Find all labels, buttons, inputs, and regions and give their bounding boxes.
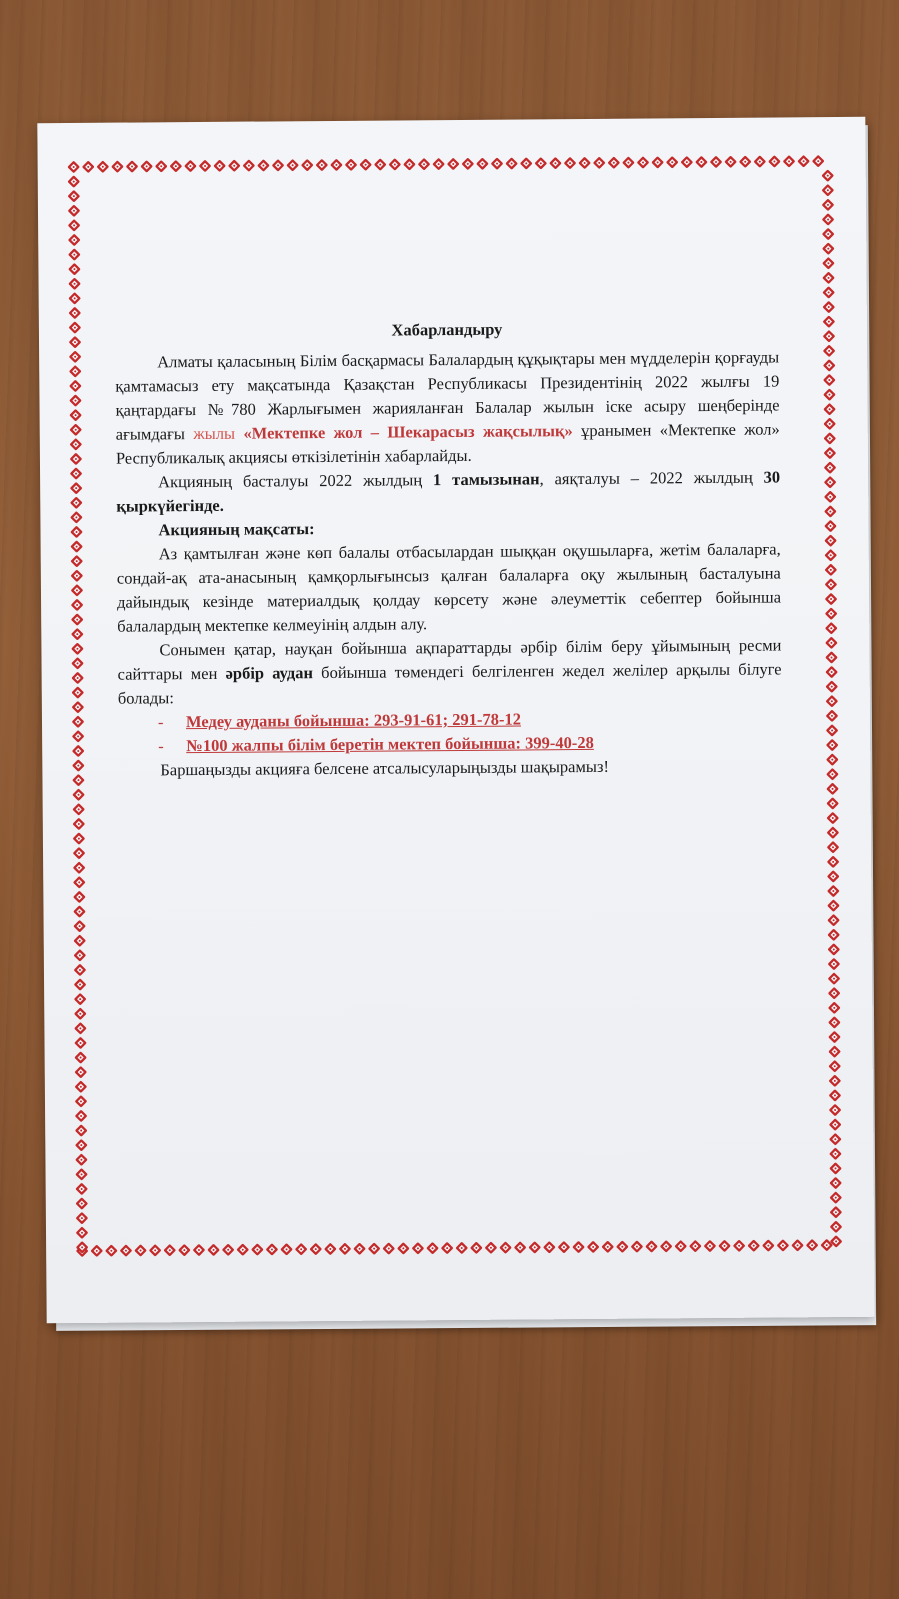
border-ornament xyxy=(829,1147,842,1160)
border-ornament xyxy=(768,155,781,168)
border-ornament xyxy=(564,157,577,170)
border-ornament xyxy=(199,160,212,173)
border-ornament xyxy=(74,978,87,991)
border-ornament xyxy=(822,301,835,314)
border-ornament xyxy=(572,1241,585,1254)
border-ornament xyxy=(821,169,834,182)
border-ornament xyxy=(534,157,547,170)
border-ornament xyxy=(75,1110,88,1123)
border-ornament xyxy=(825,651,838,664)
border-ornament xyxy=(70,453,83,466)
border-ornament xyxy=(272,159,285,172)
border-ornament xyxy=(353,1242,366,1255)
border-ornament xyxy=(762,1239,775,1252)
border-ornament xyxy=(821,184,834,197)
border-ornament xyxy=(514,1241,527,1254)
border-ornament xyxy=(71,657,84,670)
hotline-school-100: №100 жалпы білім беретін мектеп бойынша: 399-40-28 xyxy=(186,732,594,756)
border-ornament xyxy=(71,613,84,626)
border-ornament xyxy=(826,826,839,839)
info-text-2: бойынша төмендегі белгіленген жедел желілер арқылы білуге болады: xyxy=(117,659,782,708)
border-ornament xyxy=(447,158,460,171)
border-ornament xyxy=(505,157,518,170)
border-ornament xyxy=(826,812,839,825)
border-ornament xyxy=(70,569,83,582)
border-ornament xyxy=(76,1226,89,1239)
hotline-dash: - xyxy=(157,712,164,732)
border-ornament xyxy=(418,158,431,171)
border-ornament xyxy=(823,388,836,401)
border-ornament xyxy=(213,159,226,172)
border-ornament xyxy=(178,1244,191,1257)
border-ornament xyxy=(73,920,86,933)
start-date: 1 тамызынан xyxy=(432,469,540,490)
border-ornament xyxy=(388,158,401,171)
border-ornament xyxy=(73,847,86,860)
border-ornament xyxy=(345,158,358,171)
border-ornament xyxy=(74,993,87,1006)
border-ornament xyxy=(674,1240,687,1253)
intro-text-1: Алматы қаласының Білім басқармасы Балалардың құқықтары мен мүдделерін қорғауды қамтамасыз ету мақсатында Қазақстан Республикасы Президентінің 2022 жылғы 19 қаңтардағы №780 Жарлығымен жарияланған Балалар жылын іске асыру шеңберінде ағымдағы xyxy=(115,347,780,444)
border-ornament xyxy=(257,159,270,172)
border-ornament xyxy=(207,1244,220,1257)
border-ornament xyxy=(455,1242,468,1255)
border-ornament xyxy=(72,730,85,743)
border-ornament xyxy=(823,403,836,416)
border-ornament xyxy=(827,899,840,912)
border-ornament xyxy=(829,1177,842,1190)
border-ornament xyxy=(829,1118,842,1131)
border-ornament xyxy=(69,350,82,363)
border-ornament xyxy=(441,1242,454,1255)
border-ornament xyxy=(825,666,838,679)
border-ornament xyxy=(747,1239,760,1252)
border-ornament xyxy=(75,1153,88,1166)
border-ornament xyxy=(71,701,84,714)
border-ornament xyxy=(824,505,837,518)
border-ornament xyxy=(689,1240,702,1253)
border-ornament xyxy=(578,157,591,170)
border-ornament xyxy=(828,1060,841,1073)
border-ornament xyxy=(72,745,85,758)
border-ornament xyxy=(822,228,835,241)
border-ornament xyxy=(829,1133,842,1146)
border-ornament xyxy=(105,1244,118,1257)
border-ornament xyxy=(75,1183,88,1196)
border-ornament xyxy=(797,155,810,168)
border-ornament xyxy=(827,928,840,941)
border-ornament xyxy=(823,417,836,430)
border-ornament xyxy=(90,1244,103,1257)
border-ornament xyxy=(724,155,737,168)
border-ornament xyxy=(829,1089,842,1102)
border-ornament xyxy=(824,490,837,503)
border-ornament xyxy=(824,549,837,562)
border-ornament xyxy=(236,1243,249,1256)
border-ornament xyxy=(660,1240,673,1253)
border-ornament xyxy=(829,1206,842,1219)
border-ornament xyxy=(73,934,86,947)
border-ornament xyxy=(163,1244,176,1257)
border-ornament xyxy=(827,870,840,883)
intro-text-2: ұранымен «Мектепке жол» Республикалық акциясы өткізілетінін хабарлайды. xyxy=(115,419,780,468)
border-ornament xyxy=(806,1239,819,1252)
border-ornament xyxy=(69,438,82,451)
border-ornament xyxy=(75,1124,88,1137)
border-ornament xyxy=(339,1242,352,1255)
border-ornament xyxy=(822,257,835,270)
border-ornament xyxy=(126,160,139,173)
border-ornament xyxy=(823,359,836,372)
border-ornament xyxy=(616,1240,629,1253)
border-ornament xyxy=(149,1244,162,1257)
campaign-slogan: «Мектепке жол – Шекарасыз жақсылық» xyxy=(243,421,573,443)
border-ornament xyxy=(824,534,837,547)
border-ornament xyxy=(829,1191,842,1204)
border-ornament xyxy=(169,160,182,173)
border-ornament xyxy=(70,540,83,553)
border-ornament xyxy=(828,1031,841,1044)
border-ornament xyxy=(825,607,838,620)
border-ornament xyxy=(828,1074,841,1087)
border-ornament xyxy=(140,160,153,173)
border-ornament xyxy=(826,753,839,766)
border-ornament xyxy=(822,315,835,328)
border-ornament xyxy=(251,1243,264,1256)
border-ornament xyxy=(822,286,835,299)
border-ornament xyxy=(74,1051,87,1064)
border-ornament xyxy=(71,584,84,597)
border-ornament xyxy=(476,157,489,170)
border-ornament xyxy=(68,248,81,261)
border-ornament xyxy=(827,855,840,868)
border-ornament xyxy=(432,158,445,171)
border-ornament xyxy=(374,158,387,171)
border-ornament xyxy=(67,190,80,203)
border-ornament xyxy=(827,841,840,854)
border-ornament xyxy=(826,768,839,781)
border-ornament xyxy=(74,1037,87,1050)
border-ornament xyxy=(824,476,837,489)
info-paragraph xyxy=(117,633,782,710)
border-ornament xyxy=(70,467,83,480)
border-ornament xyxy=(73,905,86,918)
border-ornament xyxy=(470,1241,483,1254)
border-ornament xyxy=(68,263,81,276)
info-text-1: Сонымен қатар, науқан бойынша ақпараттарды әрбір білім беру ұйымының ресми сайттары мен xyxy=(117,635,782,684)
border-ornament xyxy=(96,160,109,173)
border-ornament xyxy=(825,622,838,635)
border-ornament xyxy=(825,578,838,591)
hotline-medeu: Медеу ауданы бойынша: 293-91-61; 291-78-12 xyxy=(185,709,521,732)
border-ornament xyxy=(695,156,708,169)
border-ornament xyxy=(155,160,168,173)
border-ornament xyxy=(73,861,86,874)
border-ornament xyxy=(75,1095,88,1108)
border-ornament xyxy=(68,219,81,232)
border-ornament xyxy=(593,156,606,169)
border-ornament xyxy=(704,1240,717,1253)
border-ornament xyxy=(826,797,839,810)
border-ornament xyxy=(426,1242,439,1255)
border-ornament xyxy=(601,1240,614,1253)
border-ornament xyxy=(520,157,533,170)
border-ornament xyxy=(75,1212,88,1225)
border-ornament xyxy=(71,628,84,641)
border-ornament xyxy=(830,1220,843,1233)
border-ornament xyxy=(622,156,635,169)
border-ornament xyxy=(228,159,241,172)
border-ornament xyxy=(74,964,87,977)
border-ornament xyxy=(791,1239,804,1252)
border-ornament xyxy=(75,1168,88,1181)
border-ornament xyxy=(74,1066,87,1079)
border-ornament xyxy=(412,1242,425,1255)
border-ornament xyxy=(607,156,620,169)
border-ornament xyxy=(74,1007,87,1020)
border-ornament xyxy=(824,461,837,474)
border-ornament xyxy=(309,1243,322,1256)
border-ornament xyxy=(824,520,837,533)
border-ornament xyxy=(651,156,664,169)
border-ornament xyxy=(826,739,839,752)
border-ornament xyxy=(68,307,81,320)
border-ornament xyxy=(75,1197,88,1210)
announcement-content xyxy=(115,315,783,782)
border-ornament xyxy=(73,949,86,962)
border-ornament xyxy=(812,155,825,168)
border-ornament xyxy=(825,680,838,693)
border-ornament xyxy=(70,496,83,509)
closing-paragraph: Баршаңызды акцияға белсене атсалысуларыңызды шақырамыз! xyxy=(160,756,610,780)
border-ornament xyxy=(266,1243,279,1256)
border-ornament xyxy=(70,555,83,568)
border-ornament xyxy=(826,709,839,722)
border-ornament xyxy=(74,1022,87,1035)
border-ornament xyxy=(72,715,85,728)
border-ornament xyxy=(184,160,197,173)
border-ornament xyxy=(324,1243,337,1256)
dates-text-1: Акцияның басталуы 2022 жылдың xyxy=(158,470,434,492)
border-ornament xyxy=(549,157,562,170)
border-ornament xyxy=(82,160,95,173)
border-ornament xyxy=(824,447,837,460)
border-ornament xyxy=(72,788,85,801)
border-ornament xyxy=(69,380,82,393)
border-ornament xyxy=(68,321,81,334)
border-ornament xyxy=(828,972,841,985)
border-ornament xyxy=(823,344,836,357)
border-ornament xyxy=(67,161,80,174)
border-ornament xyxy=(528,1241,541,1254)
border-ornament xyxy=(242,159,255,172)
border-ornament xyxy=(828,987,841,1000)
border-ornament xyxy=(69,409,82,422)
hotline-dash: - xyxy=(158,736,164,756)
border-ornament xyxy=(69,365,82,378)
border-ornament xyxy=(823,432,836,445)
page-title: Хабарландыру xyxy=(391,319,503,340)
border-ornament xyxy=(72,818,85,831)
border-ornament xyxy=(824,563,837,576)
end-date: 30 қыркүйегінде. xyxy=(116,467,781,516)
border-ornament xyxy=(491,157,504,170)
border-ornament xyxy=(822,213,835,226)
border-ornament xyxy=(134,1244,147,1257)
border-ornament xyxy=(587,1241,600,1254)
border-ornament xyxy=(403,158,416,171)
border-ornament xyxy=(67,175,80,188)
border-ornament xyxy=(68,292,81,305)
border-ornament xyxy=(359,158,372,171)
border-ornament xyxy=(295,1243,308,1256)
border-ornament xyxy=(280,1243,293,1256)
goal-paragraph: Аз қамтылған және көп балалы отбасылардан шыққан оқушыларға, жетім балаларға, сондай-ақ ата-анасының қамқорлығынсыз қалған балаларға оқу жылының басталуына дайындық кезінде материалдық қолдау көрсету және әлеуметтік себептер бойынша балалардың мектепке келмеуінің алдын алу. xyxy=(116,539,782,636)
border-ornament xyxy=(825,695,838,708)
intro-paragraph xyxy=(115,345,780,470)
border-ornament xyxy=(718,1239,731,1252)
border-ornament xyxy=(680,156,693,169)
border-ornament xyxy=(637,156,650,169)
border-ornament xyxy=(68,277,81,290)
border-ornament xyxy=(826,782,839,795)
border-ornament xyxy=(382,1242,395,1255)
border-ornament xyxy=(825,593,838,606)
border-ornament xyxy=(73,876,86,889)
border-ornament xyxy=(330,159,343,172)
border-ornament xyxy=(822,271,835,284)
border-ornament xyxy=(710,156,723,169)
border-ornament xyxy=(315,159,328,172)
border-ornament xyxy=(69,336,82,349)
border-ornament xyxy=(825,636,838,649)
border-ornament xyxy=(828,1016,841,1029)
border-ornament xyxy=(558,1241,571,1254)
border-ornament xyxy=(397,1242,410,1255)
announcement-sheet xyxy=(37,117,874,1323)
border-ornament xyxy=(193,1244,206,1257)
border-ornament xyxy=(71,686,84,699)
border-ornament xyxy=(543,1241,556,1254)
border-ornament xyxy=(827,943,840,956)
border-ornament xyxy=(111,160,124,173)
border-ornament xyxy=(777,1239,790,1252)
border-ornament xyxy=(829,1162,842,1175)
border-ornament xyxy=(71,599,84,612)
border-ornament xyxy=(71,672,84,685)
border-ornament xyxy=(753,155,766,168)
border-ornament xyxy=(68,234,81,247)
dates-text-2: , аяқталуы – 2022 жылдың xyxy=(539,467,764,489)
border-ornament xyxy=(828,1001,841,1014)
border-ornament xyxy=(70,511,83,524)
border-ornament xyxy=(826,724,839,737)
border-ornament xyxy=(222,1243,235,1256)
border-ornament xyxy=(828,958,841,971)
border-ornament xyxy=(71,642,84,655)
border-ornament xyxy=(75,1139,88,1152)
border-ornament xyxy=(69,394,82,407)
border-ornament xyxy=(301,159,314,172)
border-ornament xyxy=(68,204,81,217)
border-ornament xyxy=(829,1104,842,1117)
border-ornament xyxy=(73,891,86,904)
border-ornament xyxy=(499,1241,512,1254)
border-ornament xyxy=(823,330,836,343)
border-ornament xyxy=(739,155,752,168)
intro-highlight-plain: жылы xyxy=(193,423,244,444)
border-ornament xyxy=(733,1239,746,1252)
border-ornament xyxy=(72,774,85,787)
border-ornament xyxy=(74,1080,87,1093)
border-ornament xyxy=(286,159,299,172)
border-ornament xyxy=(822,242,835,255)
dates-paragraph xyxy=(116,465,780,518)
border-ornament xyxy=(645,1240,658,1253)
border-ornament xyxy=(70,482,83,495)
border-ornament xyxy=(485,1241,498,1254)
border-ornament xyxy=(666,156,679,169)
border-ornament xyxy=(828,1045,841,1058)
border-ornament xyxy=(461,157,474,170)
border-ornament xyxy=(120,1244,133,1257)
border-ornament xyxy=(827,914,840,927)
border-ornament xyxy=(827,885,840,898)
border-ornament xyxy=(822,198,835,211)
border-ornament xyxy=(72,803,85,816)
info-bold: әрбір аудан xyxy=(225,663,314,683)
border-ornament xyxy=(631,1240,644,1253)
border-ornament xyxy=(72,759,85,772)
border-ornament xyxy=(783,155,796,168)
border-ornament xyxy=(368,1242,381,1255)
border-ornament xyxy=(73,832,86,845)
goal-heading-text: Акцияның мақсаты: xyxy=(158,519,315,540)
border-ornament xyxy=(823,374,836,387)
border-ornament xyxy=(70,526,83,539)
border-ornament xyxy=(69,423,82,436)
